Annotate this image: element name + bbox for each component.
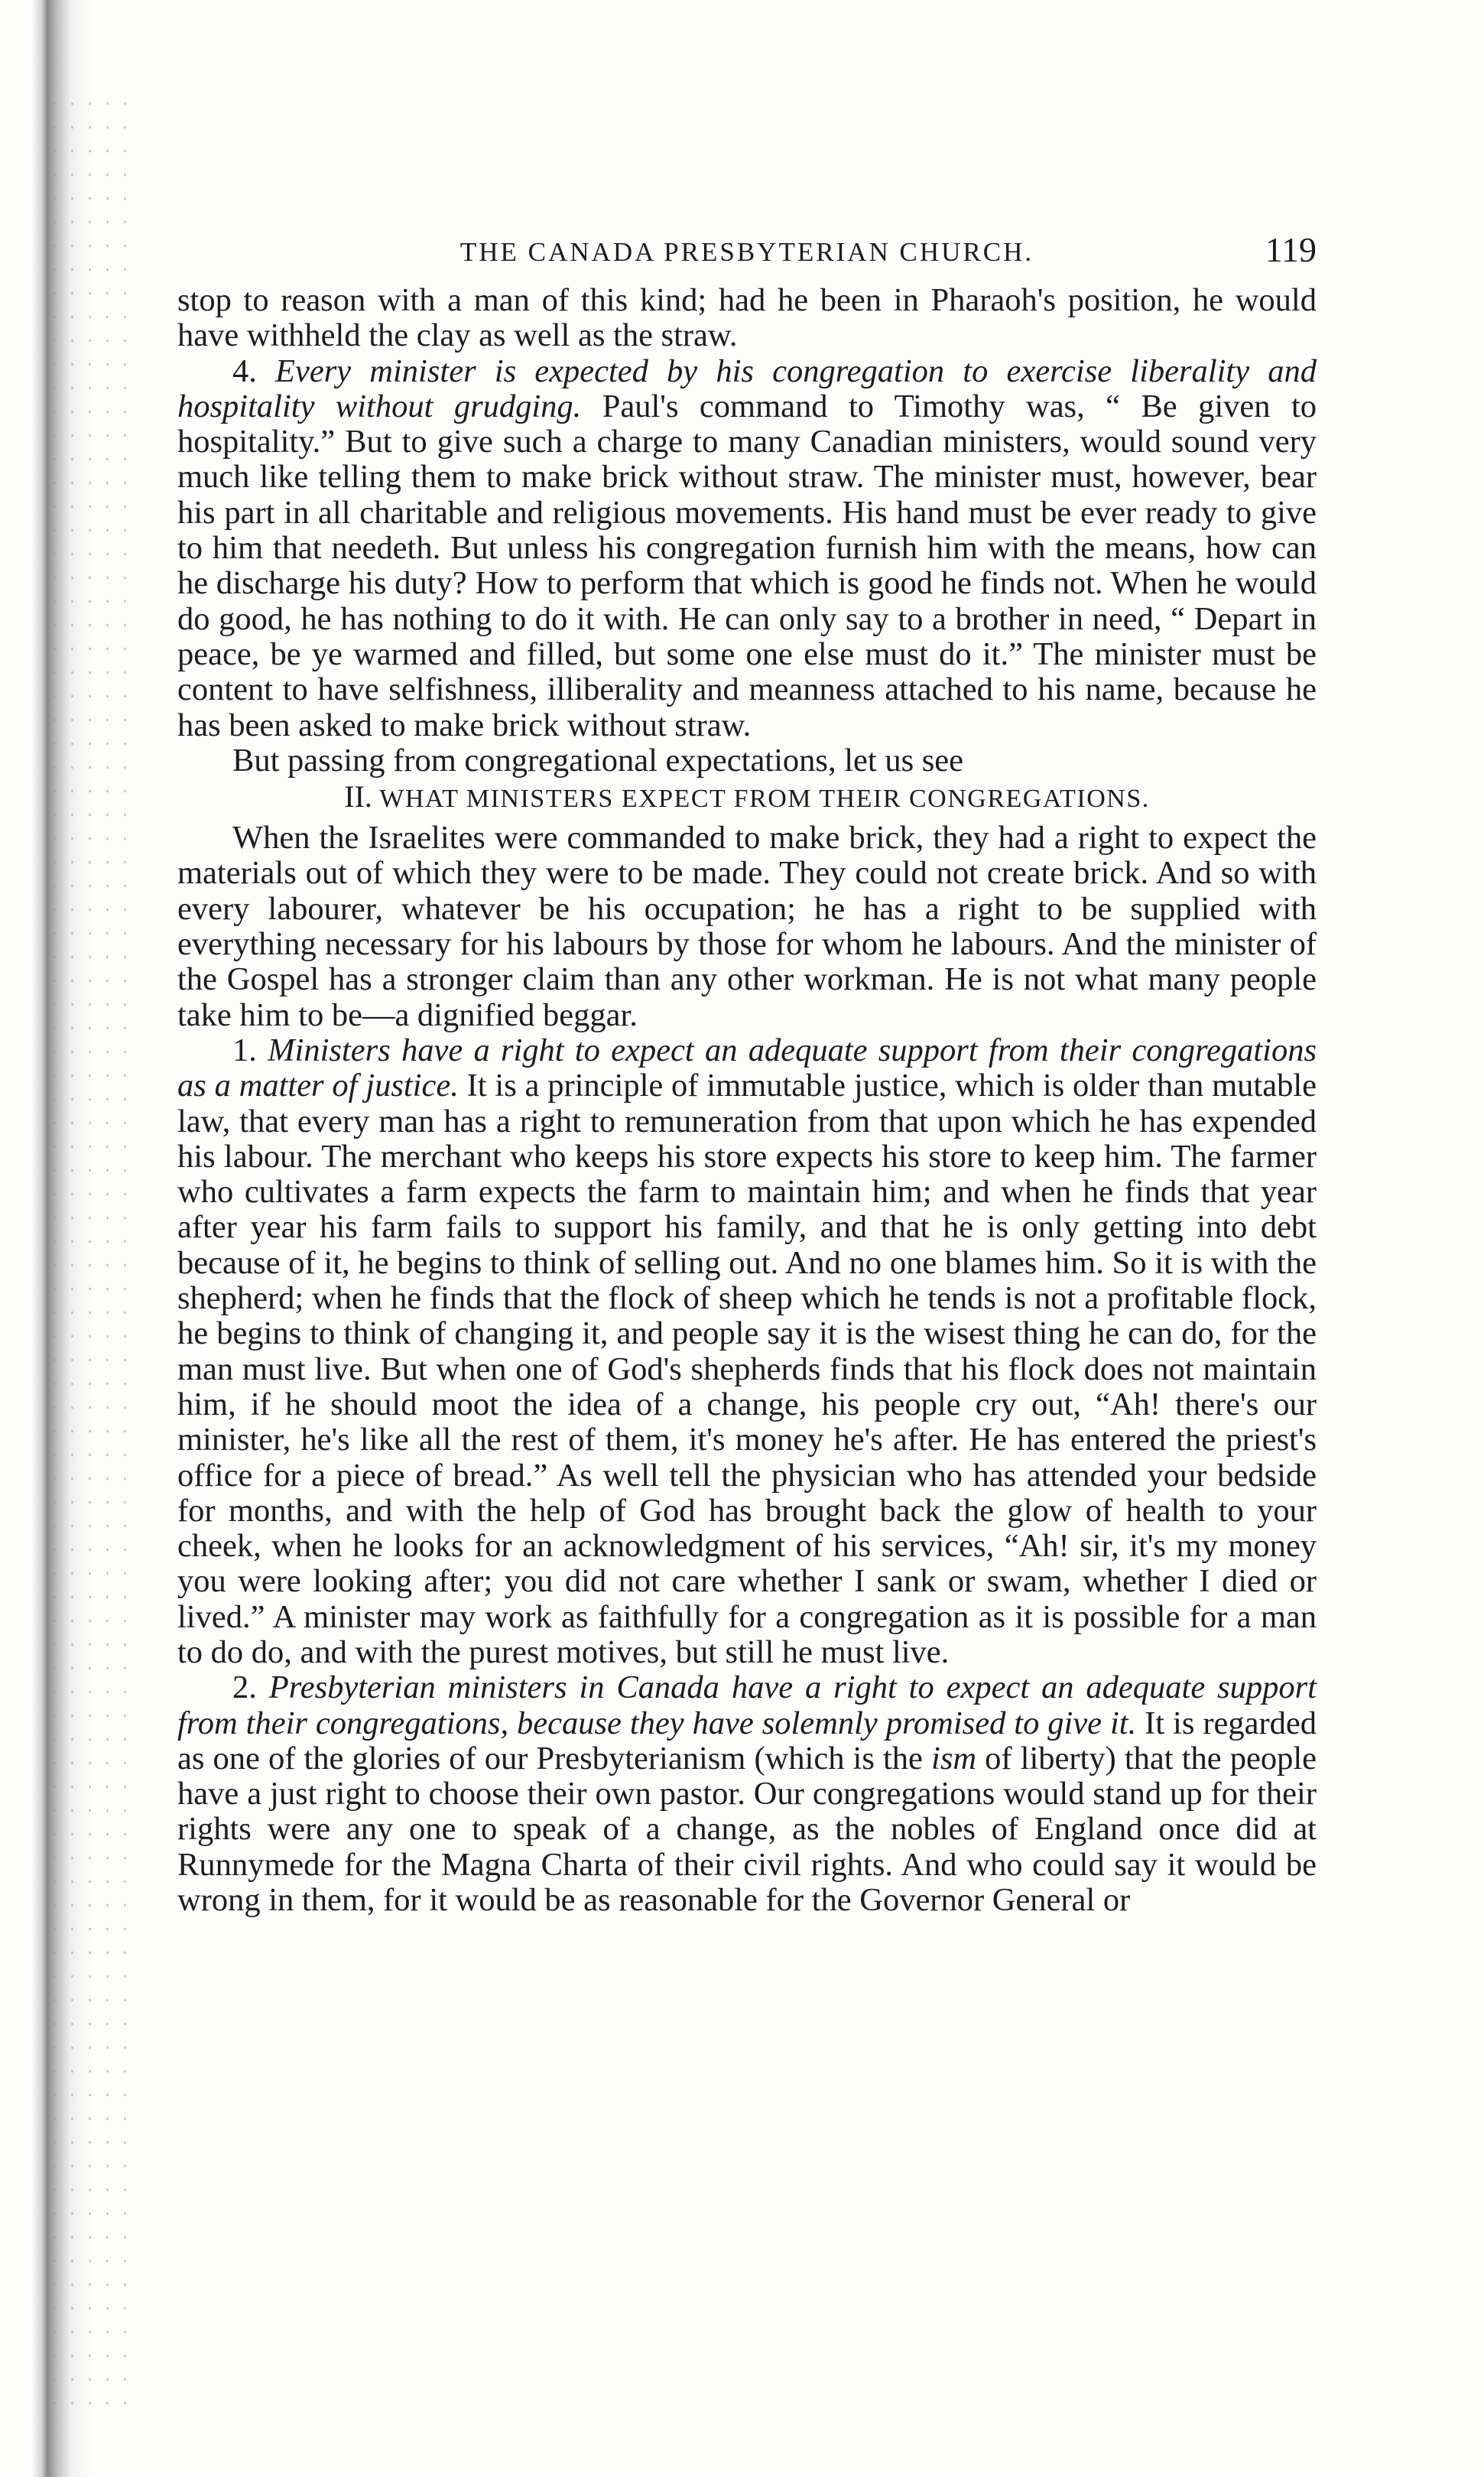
binding-shadow-texture [46, 92, 138, 2424]
paragraph-point-4 [177, 354, 1317, 743]
paragraph-text: Paul's command to Timothy was, “ Be given to hospitality.” But to give such a charge to many Canadian ministers, would sound very much like telling them to make brick without straw. The minister must, however, bear his part in all charitable and religious movements. His hand must be ever ready to give to him that needeth. But unless his congregation furnish him with the means, how can he discharge his duty? How to perform that which is good he finds not. When he would do good, he has nothing to do it with. He can only say to a brother in need, “ Depart in peace, be ye warmed and filled, but some one else must do it.” The minister must be content to have selfishness, illiberality and meanness attached to his name, because he has been asked to make brick without straw. [177, 388, 1317, 743]
body-text [177, 283, 1317, 1918]
paragraph-text: stop to reason with a man of this kind; had he been in Pharaoh's position, he would have withheld the clay as well as the straw. [177, 282, 1317, 354]
running-title: THE CANADA PRESBYTERIAN CHURCH. [459, 237, 1034, 267]
paragraph-point-2 [177, 1670, 1317, 1918]
section-number: II. [344, 779, 372, 814]
page-number: 119 [1265, 230, 1317, 269]
paragraph-transition [177, 743, 1317, 779]
paragraph-text: of liberty) that the people have a just right to choose their own pastor. Our congregations would stand up for their rights were any one to speak of a change, as the nobles of England once did at Runnymede for the Magna Charta of their civil rights. And who could say it would be wrong in them, for it would be as reasonable for the Governor General or [177, 1740, 1317, 1919]
paragraph-text: It is a principle of immutable justice, which is older than mutable law, that every man has a right to remuneration from that upon which he has expended his labour. The merchant who keeps his store expects his store to keep him. The farmer who cultivates a farm expects the farm to maintain him; and when he finds that year after year his farm fails to support his family, and that he is only getting into debt because of it, he begins to think of selling out. And no one blames him. So it is with the shepherd; when he finds that the flock of sheep which he tends is not a profitable flock, he begins to think of changing it, and people say it is the wisest thing he can do, for the man must live. But when one of God's shepherds finds that his flock does not maintain him, if he should moot the idea of a change, his people cry out, “Ah! there's our minister, he's like all the rest of them, it's money he's after. He has entered the priest's office for a piece of bread.” As well tell the physician who has attended your bedside for months, and with the help of God has brought back the glow of health to your cheek, when he looks for an acknowledgment of his services, “Ah! sir, it's my money you were looking after; you did not care whether I sank or swam, whether I died or lived.” A minister may work as faithfully for a congregation as it is possible for a man to do do, and with the purest motives, but still he must live. [177, 1068, 1317, 1670]
section-heading [177, 780, 1317, 816]
running-header [177, 229, 1317, 283]
point-number: 4. [232, 353, 276, 389]
point-heading: Presbyterian ministers in Canada have a right to expect an adequate support from their congregations, because they have solemnly promised to give it. [177, 1669, 1317, 1741]
book-page [177, 229, 1317, 1918]
point-heading: Every minister is expected by his congregation to exercise liberality and hospitality without grudging. [177, 353, 1317, 424]
italic-word: ism [931, 1740, 977, 1776]
point-number: 2. [232, 1669, 269, 1706]
paragraph-israelites [177, 821, 1317, 1033]
paragraph-text: When the Israelites were commanded to make brick, they had a right to expect the materials out of which they were to be made. They could not create brick. And so with every labourer, whatever be his occupation; he has a right to be supplied with everything necessary for his labours by those for whom he labours. And the minister of the Gospel has a stronger claim than any other workman. He is not what many people take him to be—a dignified beggar. [177, 820, 1317, 1033]
paragraph-text: But passing from congregational expectations, let us see [232, 742, 964, 779]
paragraph-point-1 [177, 1033, 1317, 1670]
point-number: 1. [232, 1032, 268, 1068]
paragraph-continuation [177, 283, 1317, 354]
section-title: WHAT MINISTERS EXPECT FROM THEIR CONGREGATIONS. [379, 785, 1150, 814]
point-heading: Ministers have a right to expect an adequate support from their congregations as a matter of justice. [177, 1032, 1317, 1104]
paragraph-text: It is regarded as one of the glories of our Presbyterianism (which is the [177, 1705, 1317, 1776]
